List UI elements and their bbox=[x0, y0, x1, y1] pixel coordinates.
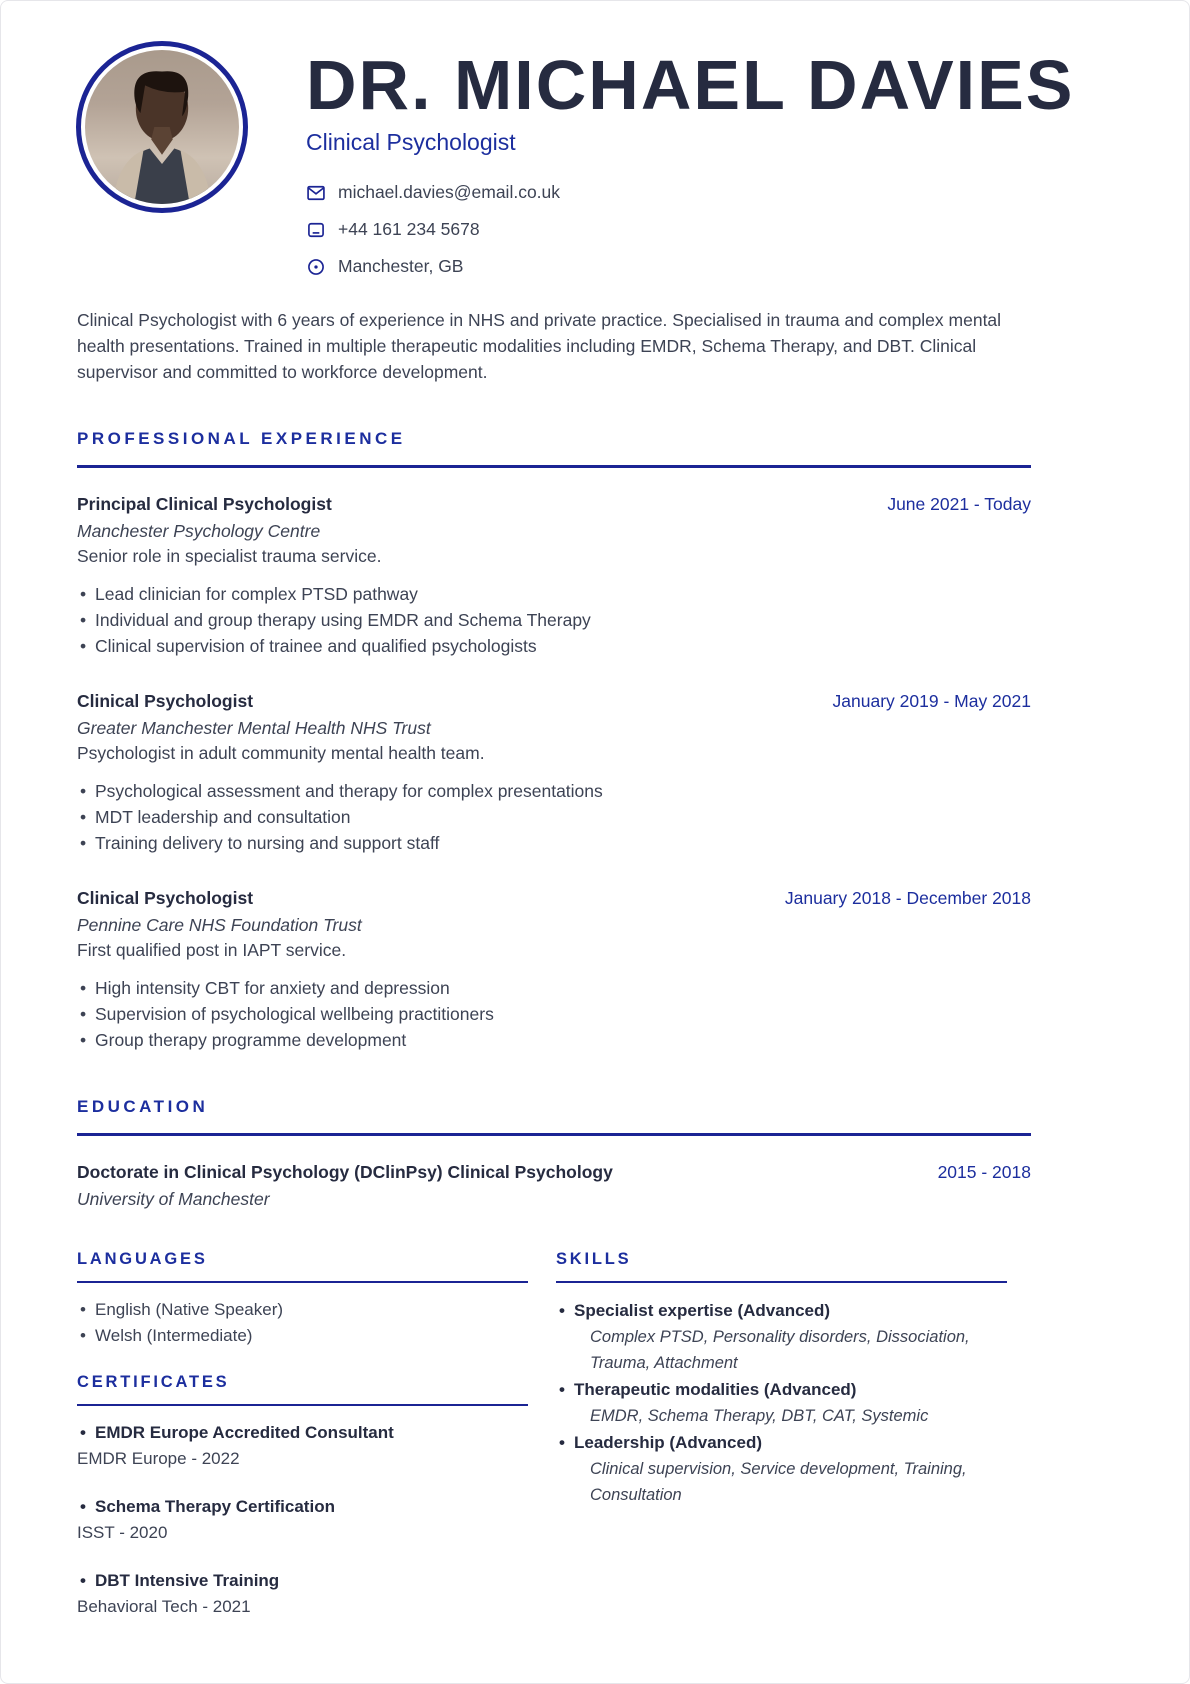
portrait-image bbox=[85, 50, 239, 204]
job-title-text: Principal Clinical Psychologist bbox=[77, 494, 332, 514]
job-company: Pennine Care NHS Foundation Trust bbox=[77, 915, 362, 935]
section-divider bbox=[77, 1281, 528, 1283]
language-list bbox=[77, 1297, 528, 1349]
job-bullet: • Training delivery to nursing and support staff bbox=[77, 830, 1031, 856]
skills-heading: SKILLS bbox=[556, 1250, 632, 1268]
job-bullet: • MDT leadership and consultation bbox=[77, 804, 1031, 830]
skill-details: EMDR, Schema Therapy, DBT, CAT, Systemic bbox=[590, 1407, 929, 1425]
contact-location-text: Manchester, GB bbox=[338, 256, 464, 276]
contact-phone bbox=[306, 219, 1189, 240]
cv-header bbox=[1, 1, 1189, 293]
section-education bbox=[77, 1097, 1031, 1210]
right-column bbox=[556, 1250, 1007, 1620]
education-dates: 2015 - 2018 bbox=[937, 1162, 1031, 1182]
job-company: Greater Manchester Mental Health NHS Trust bbox=[77, 718, 431, 738]
degree-text: Doctorate in Clinical Psychology (DClinPsy) Clinical Psychology bbox=[77, 1162, 613, 1182]
job-description: Psychologist in adult community mental health team. bbox=[77, 743, 485, 763]
skill-entry bbox=[556, 1376, 1007, 1429]
certificate-name: • EMDR Europe Accredited Consultant bbox=[77, 1420, 528, 1446]
job-bullet: • Group therapy programme development bbox=[77, 1027, 1031, 1053]
skill-name: • Specialist expertise (Advanced) bbox=[556, 1297, 1007, 1324]
contact-email bbox=[306, 182, 1189, 203]
job-bullet: • High intensity CBT for anxiety and depression bbox=[77, 975, 1031, 1001]
contact-email-text: michael.davies@email.co.uk bbox=[338, 182, 561, 202]
job-description: First qualified post in IAPT service. bbox=[77, 940, 347, 960]
skill-name: • Therapeutic modalities (Advanced) bbox=[556, 1376, 1007, 1403]
certificate-entry bbox=[77, 1420, 528, 1472]
education-entry bbox=[77, 1162, 1031, 1210]
certificate-issuer: ISST - 2020 bbox=[77, 1523, 168, 1542]
section-divider bbox=[556, 1281, 1007, 1283]
skill-details: Complex PTSD, Personality disorders, Dissociation, Trauma, Attachment bbox=[590, 1328, 970, 1372]
section-divider bbox=[77, 465, 1031, 468]
language-item: • Welsh (Intermediate) bbox=[77, 1323, 528, 1349]
job-description: Senior role in specialist trauma service. bbox=[77, 546, 382, 566]
job-title-text: Clinical Psychologist bbox=[77, 691, 254, 711]
profile-photo bbox=[76, 41, 248, 213]
bottom-columns bbox=[77, 1250, 1007, 1620]
experience-heading: PROFESSIONAL EXPERIENCE bbox=[77, 429, 406, 448]
skill-entry bbox=[556, 1429, 1007, 1508]
job-dates: January 2018 - December 2018 bbox=[784, 888, 1031, 908]
certificate-issuer: EMDR Europe - 2022 bbox=[77, 1449, 240, 1468]
phone-icon bbox=[306, 220, 326, 240]
left-column bbox=[77, 1250, 528, 1620]
school-text: University of Manchester bbox=[77, 1189, 270, 1209]
certificates-heading: CERTIFICATES bbox=[77, 1373, 230, 1391]
section-divider bbox=[77, 1404, 528, 1406]
job-bullet: • Supervision of psychological wellbeing practitioners bbox=[77, 1001, 1031, 1027]
professional-title: Clinical Psychologist bbox=[306, 129, 516, 155]
skill-details: Clinical supervision, Service development, Training, Consultation bbox=[590, 1460, 967, 1504]
header-text bbox=[306, 41, 1189, 293]
job-bullet: • Individual and group therapy using EMDR and Schema Therapy bbox=[77, 607, 1031, 633]
job-entry bbox=[77, 691, 1031, 856]
certificate-name: • DBT Intensive Training bbox=[77, 1568, 528, 1594]
job-bullet: • Lead clinician for complex PTSD pathway bbox=[77, 581, 1031, 607]
section-experience bbox=[77, 429, 1031, 1053]
job-entry bbox=[77, 494, 1031, 659]
skill-entry bbox=[556, 1297, 1007, 1376]
portrait-silhouette bbox=[85, 50, 239, 204]
contact-list bbox=[306, 182, 1189, 277]
job-bullet: • Clinical supervision of trainee and qualified psychologists bbox=[77, 633, 1031, 659]
job-bullet-list bbox=[77, 975, 1031, 1053]
job-bullet-list bbox=[77, 581, 1031, 659]
certificate-name: • Schema Therapy Certification bbox=[77, 1494, 528, 1520]
job-dates: June 2021 - Today bbox=[887, 494, 1031, 514]
section-divider bbox=[77, 1133, 1031, 1136]
job-bullet: • Psychological assessment and therapy for complex presentations bbox=[77, 778, 1031, 804]
job-title-text: Clinical Psychologist bbox=[77, 888, 254, 908]
job-bullet-list bbox=[77, 778, 1031, 856]
contact-location bbox=[306, 256, 1189, 277]
summary-text: Clinical Psychologist with 6 years of experience in NHS and private practice. Specialised in trauma and complex mental health presentations. Trained in multiple therapeutic modalities including EMDR, Schema Therapy, and DBT. Clinical supervisor and committed to workforce development. bbox=[77, 310, 1002, 382]
certificate-entry bbox=[77, 1568, 528, 1620]
location-icon bbox=[306, 257, 326, 277]
education-heading: EDUCATION bbox=[77, 1097, 209, 1116]
cv-content bbox=[1, 307, 1189, 1620]
certificate-issuer: Behavioral Tech - 2021 bbox=[77, 1597, 251, 1616]
language-item: • English (Native Speaker) bbox=[77, 1297, 528, 1323]
languages-heading: LANGUAGES bbox=[77, 1250, 208, 1268]
job-company: Manchester Psychology Centre bbox=[77, 521, 321, 541]
email-icon bbox=[306, 183, 326, 203]
certificate-entry bbox=[77, 1494, 528, 1546]
job-dates: January 2019 - May 2021 bbox=[832, 691, 1031, 711]
job-entry bbox=[77, 888, 1031, 1053]
contact-phone-text: +44 161 234 5678 bbox=[338, 219, 480, 239]
skill-name: • Leadership (Advanced) bbox=[556, 1429, 1007, 1456]
page-title: DR. MICHAEL DAVIES bbox=[306, 46, 1075, 124]
